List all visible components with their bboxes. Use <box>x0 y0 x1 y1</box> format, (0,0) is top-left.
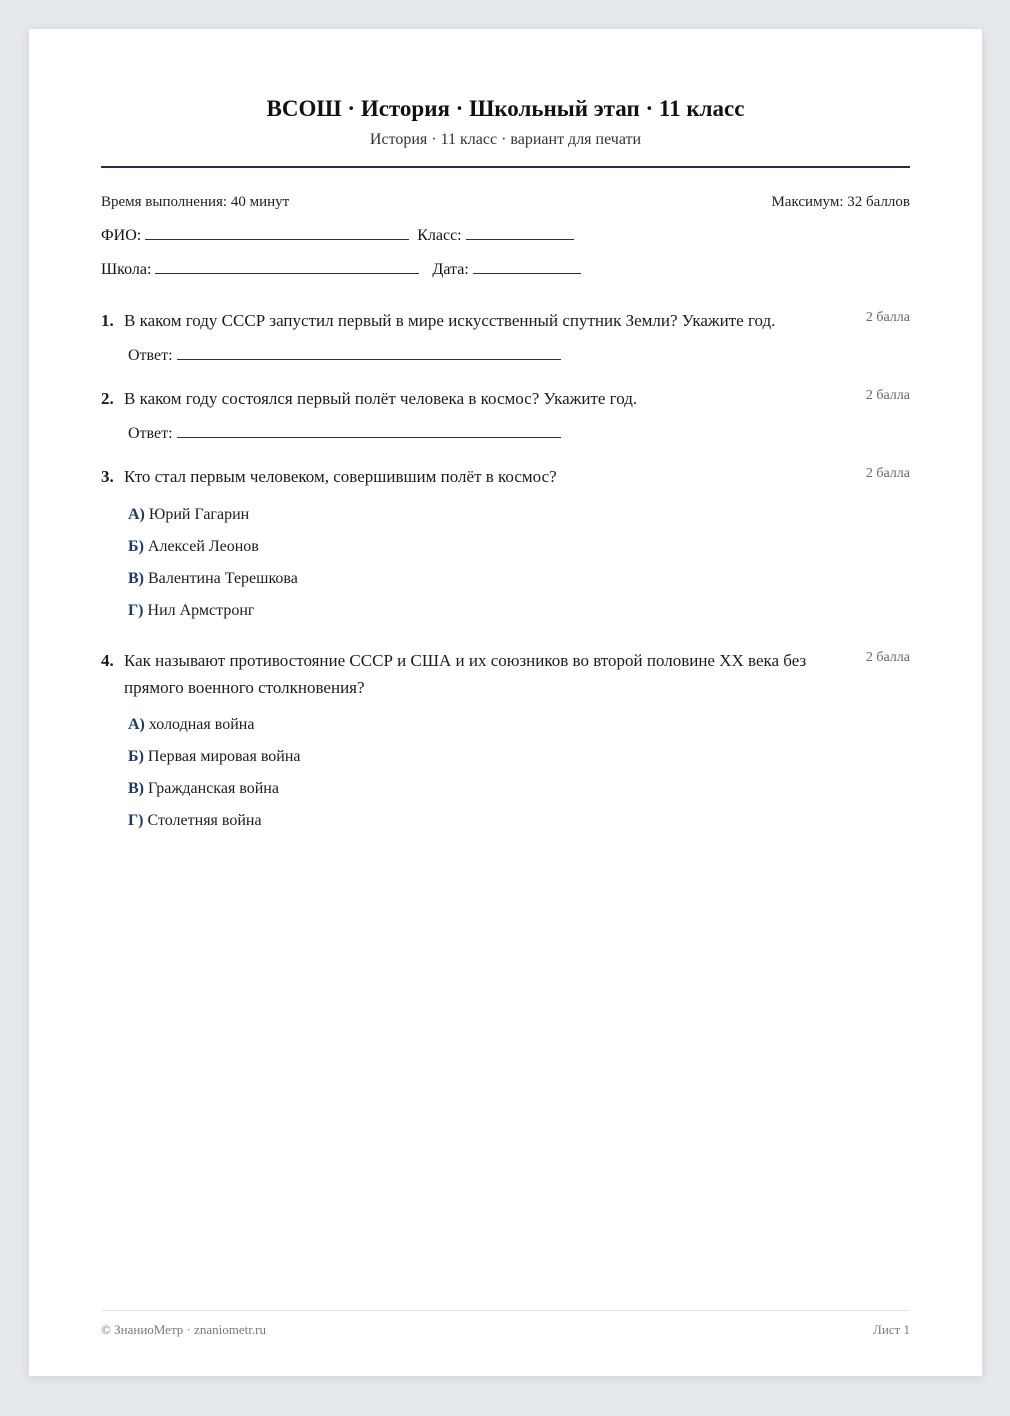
option-letter: Г) <box>128 812 144 829</box>
school-label: Школа: <box>101 261 152 278</box>
option-text: Гражданская война <box>148 780 279 797</box>
question-points: 2 балла <box>865 466 910 481</box>
school-field[interactable] <box>155 259 419 274</box>
footer-sheet-number: Лист 1 <box>873 1322 910 1337</box>
answer-label: Ответ: <box>128 347 173 364</box>
page-title: ВСОШ · История · Школьный этап · 11 класс <box>266 96 745 121</box>
question-text: Кто стал первым человеком, совершившим полёт в космос? <box>124 467 557 486</box>
answer-field[interactable] <box>177 345 561 360</box>
option-text: Столетняя война <box>147 812 262 829</box>
fio-class-row <box>101 225 582 246</box>
option-b[interactable] <box>128 536 259 558</box>
answer-line-2 <box>128 423 561 444</box>
option-letter: В) <box>128 780 144 797</box>
fio-label: ФИО: <box>101 227 142 244</box>
option-letter: Г) <box>128 602 144 619</box>
question-points: 2 балла <box>865 388 910 403</box>
question-points: 2 балла <box>865 310 910 325</box>
option-letter: А) <box>128 716 145 733</box>
option-letter: В) <box>128 570 144 587</box>
question-points: 2 балла <box>865 650 910 665</box>
option-text: Нил Армстронг <box>147 602 255 619</box>
footer-divider <box>101 1310 910 1311</box>
option-letter: А) <box>128 506 145 523</box>
question-number: 1. <box>101 311 114 330</box>
option-letter: Б) <box>128 538 144 555</box>
option-a[interactable] <box>128 714 254 736</box>
option-g[interactable] <box>128 600 254 622</box>
question-number: 4. <box>101 651 114 670</box>
exam-page <box>29 29 982 1376</box>
header-divider <box>101 166 910 168</box>
class-label: Класс: <box>417 227 462 244</box>
option-text: холодная война <box>148 716 255 733</box>
class-field[interactable] <box>466 225 574 240</box>
question-text: В каком году СССР запустил первый в мире искусственный спутник Земли? Укажите год. <box>124 311 776 330</box>
footer-copyright: © ЗнаниоМетр · znaniometr.ru <box>101 1322 266 1337</box>
school-date-row <box>101 259 589 280</box>
answer-line-1 <box>128 345 561 366</box>
time-limit: Время выполнения: 40 минут <box>101 194 290 210</box>
page-subtitle: История · 11 класс · вариант для печати <box>369 131 642 148</box>
option-b[interactable] <box>128 746 301 768</box>
option-g[interactable] <box>128 810 262 832</box>
question-number: 3. <box>101 467 114 486</box>
max-score: Максимум: 32 баллов <box>771 194 910 210</box>
option-text: Юрий Гагарин <box>148 506 250 523</box>
option-v[interactable] <box>128 568 298 590</box>
answer-field[interactable] <box>177 423 561 438</box>
option-text: Алексей Леонов <box>147 538 259 555</box>
answer-label: Ответ: <box>128 425 173 442</box>
option-text: Первая мировая война <box>147 748 301 765</box>
question-text: В каком году состоялся первый полёт человека в космос? Укажите год. <box>124 389 638 408</box>
date-label: Дата: <box>432 261 469 278</box>
question-text: Как называют противостояние СССР и США и их союзников во второй половине XX века без прямого военного столкновения? <box>124 651 807 697</box>
option-text: Валентина Терешкова <box>148 570 298 587</box>
option-letter: Б) <box>128 748 144 765</box>
question-number: 2. <box>101 389 114 408</box>
option-v[interactable] <box>128 778 279 800</box>
option-a[interactable] <box>128 504 249 526</box>
fio-field[interactable] <box>145 225 409 240</box>
date-field[interactable] <box>473 259 581 274</box>
